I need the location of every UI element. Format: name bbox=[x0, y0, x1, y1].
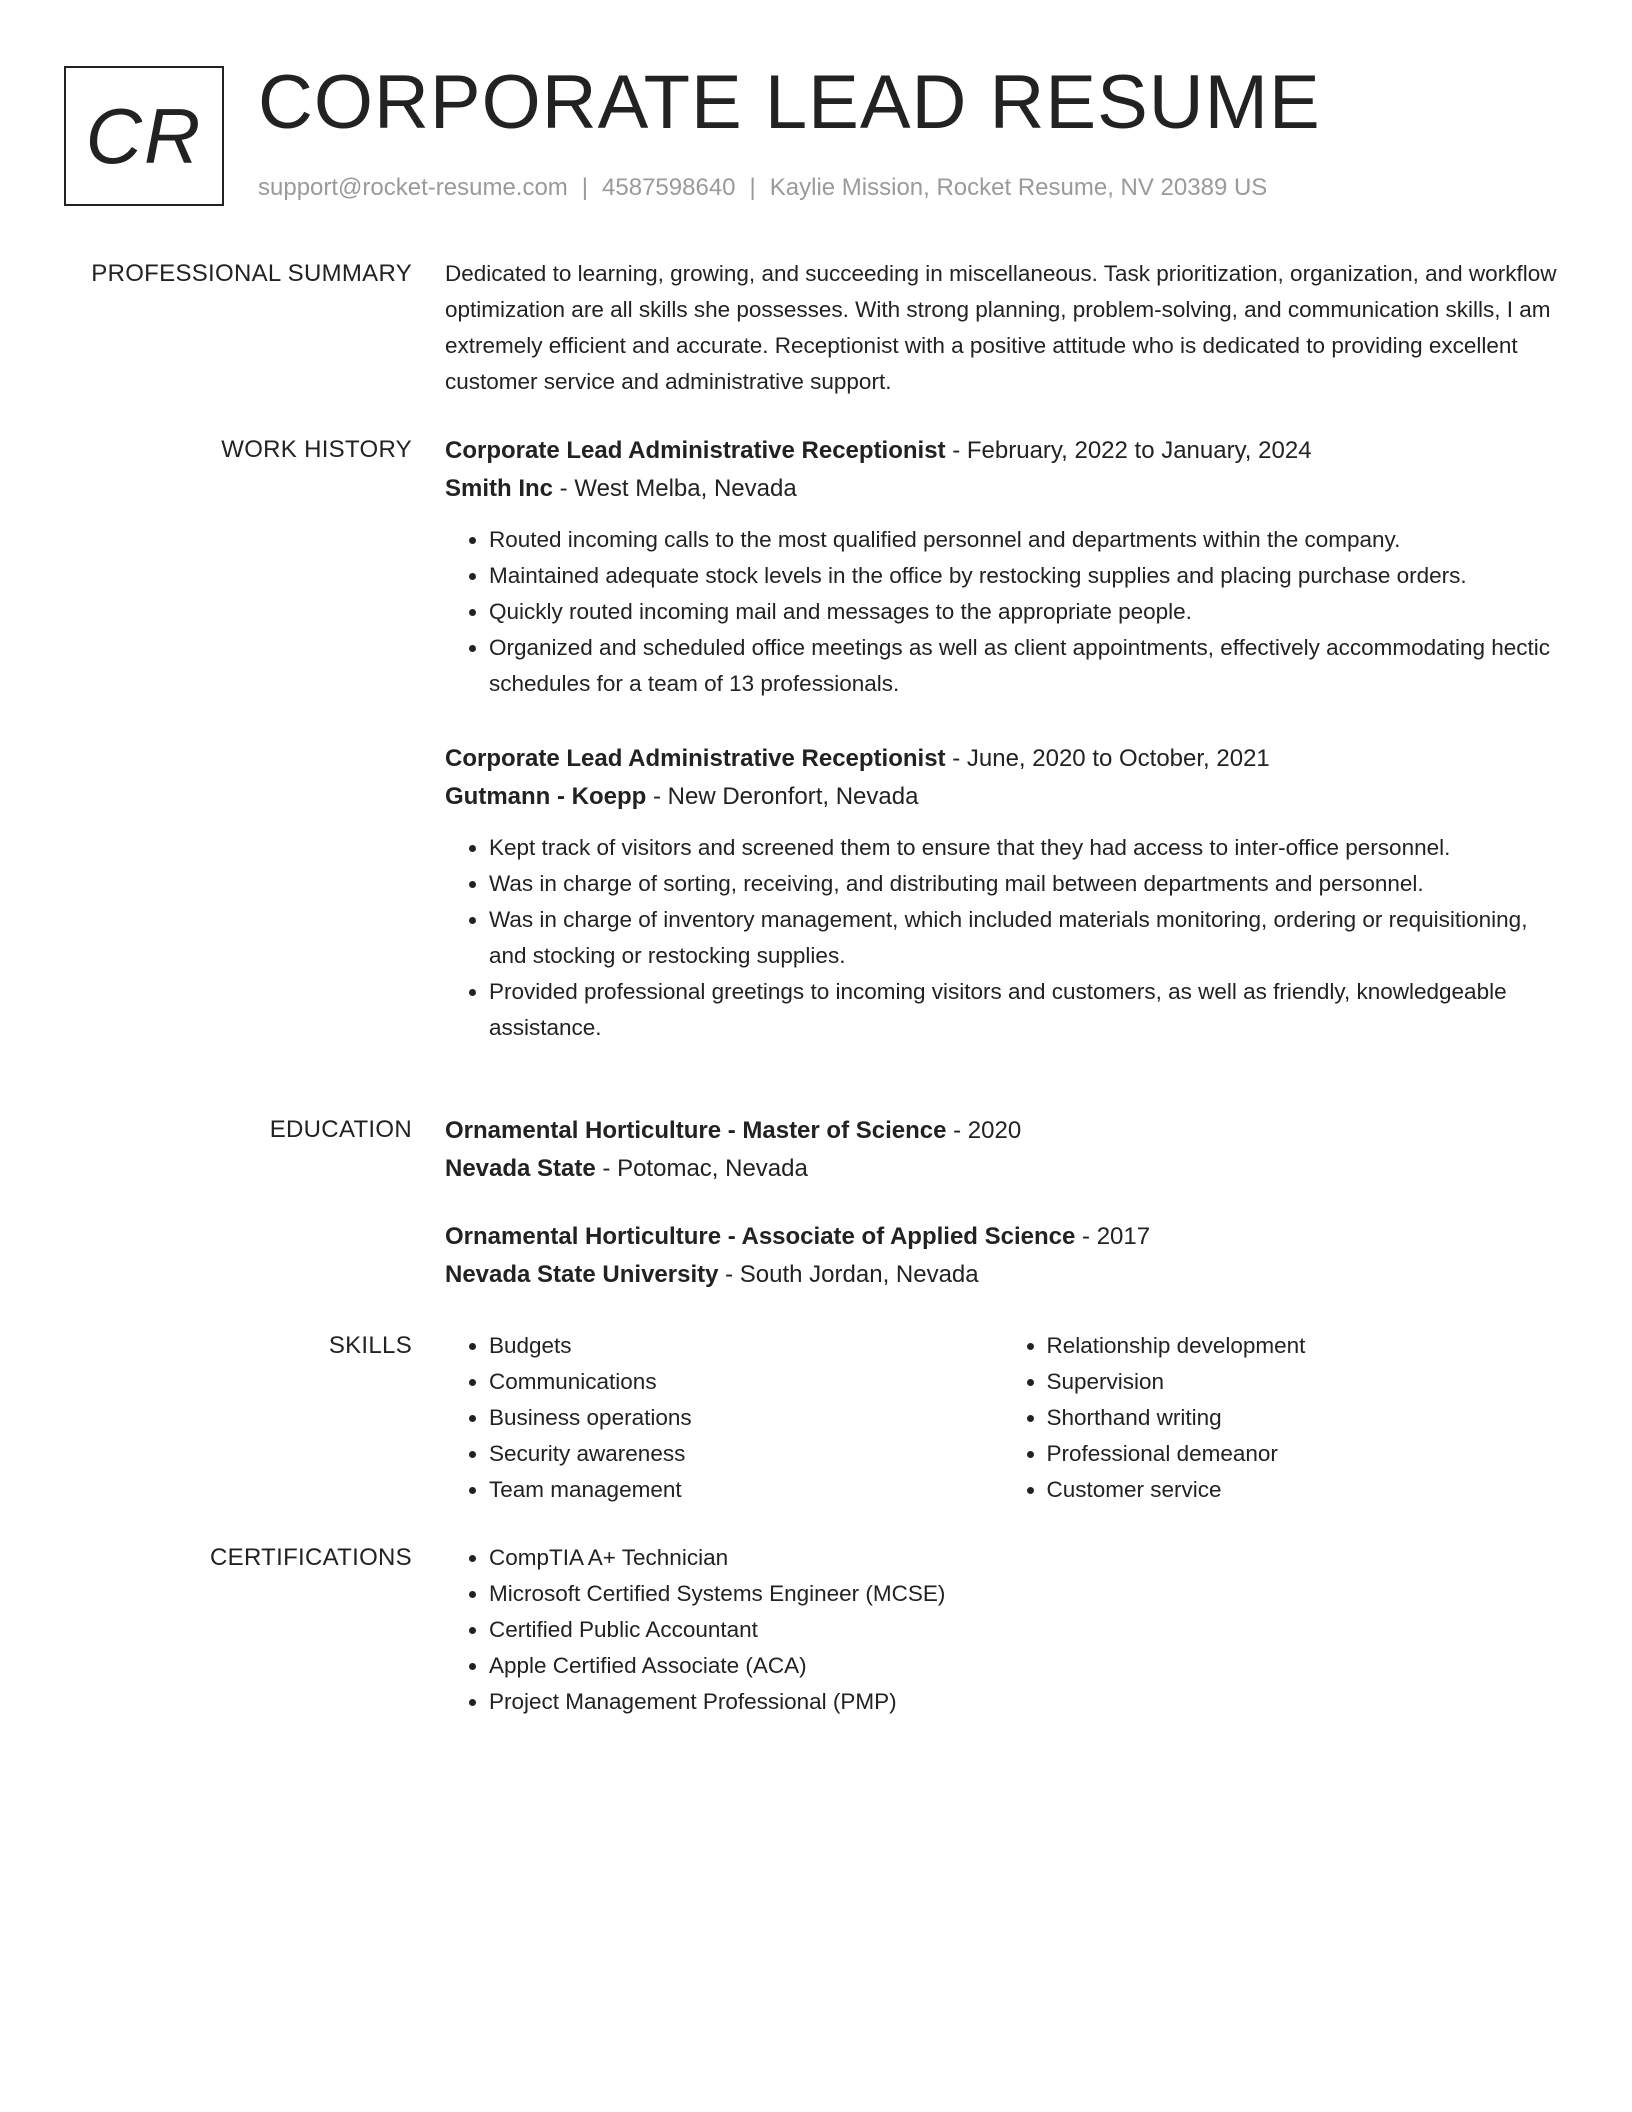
job-entry bbox=[445, 432, 1560, 702]
summary-text: Dedicated to learning, growing, and succeeding in miscellaneous. Task prioritization, organization, and workflow optimization are all skills she possesses. With strong planning, problem-solving, and communication skills, I am extremely efficient and accurate. Receptionist with a positive attitude who is dedicated to providing excellent customer service and administrative support. bbox=[445, 261, 1557, 394]
degree-name: Ornamental Horticulture - Associate of Applied Science bbox=[445, 1223, 1076, 1250]
school-location: - South Jordan, Nevada bbox=[718, 1261, 979, 1288]
job-dates: - February, 2022 to January, 2024 bbox=[945, 437, 1312, 464]
list-item: • Organized and scheduled office meetings as well as client appointments, effectively accommodating hectic schedules for a team of 13 professionals. bbox=[489, 630, 1560, 702]
section-title-certifications: CERTIFICATIONS bbox=[210, 1544, 412, 1571]
list-item: • Professional demeanor bbox=[1047, 1436, 1561, 1472]
section-title-summary: PROFESSIONAL SUMMARY bbox=[91, 260, 412, 287]
page-title: CORPORATE LEAD RESUME bbox=[258, 60, 1321, 145]
phone-link[interactable]: 4587598640 bbox=[602, 174, 736, 201]
school-name: Nevada State University bbox=[445, 1261, 719, 1288]
job-bullets bbox=[445, 522, 1560, 702]
certifications-list bbox=[445, 1540, 1560, 1720]
job-bullets bbox=[445, 830, 1560, 1046]
list-item: • Was in charge of inventory management, which included materials monitoring, ordering or requisitioning, and stocking or restocking supplies. bbox=[489, 902, 1560, 974]
company-name: Smith Inc bbox=[445, 475, 554, 502]
list-item: • Kept track of visitors and screened them to ensure that they had access to inter-office personnel. bbox=[489, 830, 1560, 866]
section-title-skills: SKILLS bbox=[328, 1332, 412, 1359]
list-item: • Budgets bbox=[489, 1328, 1003, 1364]
address-text: Kaylie Mission, Rocket Resume, NV 20389 US bbox=[769, 174, 1268, 201]
job-dates: - June, 2020 to October, 2021 bbox=[945, 745, 1270, 772]
degree-year: - 2017 bbox=[1075, 1223, 1151, 1250]
job-location: - West Melba, Nevada bbox=[553, 475, 797, 502]
list-item: • Team management bbox=[489, 1472, 1003, 1508]
school-location: - Potomac, Nevada bbox=[595, 1155, 808, 1182]
list-item: • Relationship development bbox=[1047, 1328, 1561, 1364]
list-item: • Apple Certified Associate (ACA) bbox=[489, 1648, 1560, 1684]
list-item: • Business operations bbox=[489, 1400, 1003, 1436]
company-name: Gutmann - Koepp bbox=[445, 783, 647, 810]
section-title-work-history: WORK HISTORY bbox=[221, 436, 412, 463]
email-link[interactable]: support@rocket-resume.com bbox=[258, 174, 568, 201]
section-title-education: EDUCATION bbox=[269, 1116, 412, 1143]
list-item: • Quickly routed incoming mail and messages to the appropriate people. bbox=[489, 594, 1560, 630]
degree-year: - 2020 bbox=[946, 1117, 1022, 1144]
list-item: • Customer service bbox=[1047, 1472, 1561, 1508]
list-item: • Security awareness bbox=[489, 1436, 1003, 1472]
list-item: • Maintained adequate stock levels in the office by restocking supplies and placing purchase orders. bbox=[489, 558, 1560, 594]
list-item: • Certified Public Accountant bbox=[489, 1612, 1560, 1648]
education-entry bbox=[445, 1112, 1560, 1188]
degree-name: Ornamental Horticulture - Master of Science bbox=[445, 1117, 947, 1144]
education-entry bbox=[445, 1218, 1560, 1294]
list-item: • Communications bbox=[489, 1364, 1003, 1400]
separator: | bbox=[749, 174, 756, 201]
list-item: • Routed incoming calls to the most qualified personnel and departments within the company. bbox=[489, 522, 1560, 558]
list-item: • CompTIA A+ Technician bbox=[489, 1540, 1560, 1576]
job-role: Corporate Lead Administrative Receptionist bbox=[445, 437, 946, 464]
monogram-logo: CR bbox=[64, 66, 224, 206]
separator: | bbox=[581, 174, 589, 201]
skills-columns bbox=[445, 1328, 1560, 1508]
school-name: Nevada State bbox=[445, 1155, 596, 1182]
skills-list-left bbox=[445, 1328, 1003, 1508]
job-location: - New Deronfort, Nevada bbox=[646, 783, 919, 810]
list-item: • Supervision bbox=[1047, 1364, 1561, 1400]
job-entry bbox=[445, 740, 1560, 1046]
list-item: • Provided professional greetings to incoming visitors and customers, as well as friendly, knowledgeable assistance. bbox=[489, 974, 1560, 1046]
list-item: • Project Management Professional (PMP) bbox=[489, 1684, 1560, 1720]
list-item: • Shorthand writing bbox=[1047, 1400, 1561, 1436]
skills-list-right bbox=[1003, 1328, 1561, 1508]
job-role: Corporate Lead Administrative Receptionist bbox=[445, 745, 946, 772]
list-item: • Was in charge of sorting, receiving, and distributing mail between departments and personnel. bbox=[489, 866, 1560, 902]
contact-line bbox=[258, 174, 1267, 202]
list-item: • Microsoft Certified Systems Engineer (MCSE) bbox=[489, 1576, 1560, 1612]
